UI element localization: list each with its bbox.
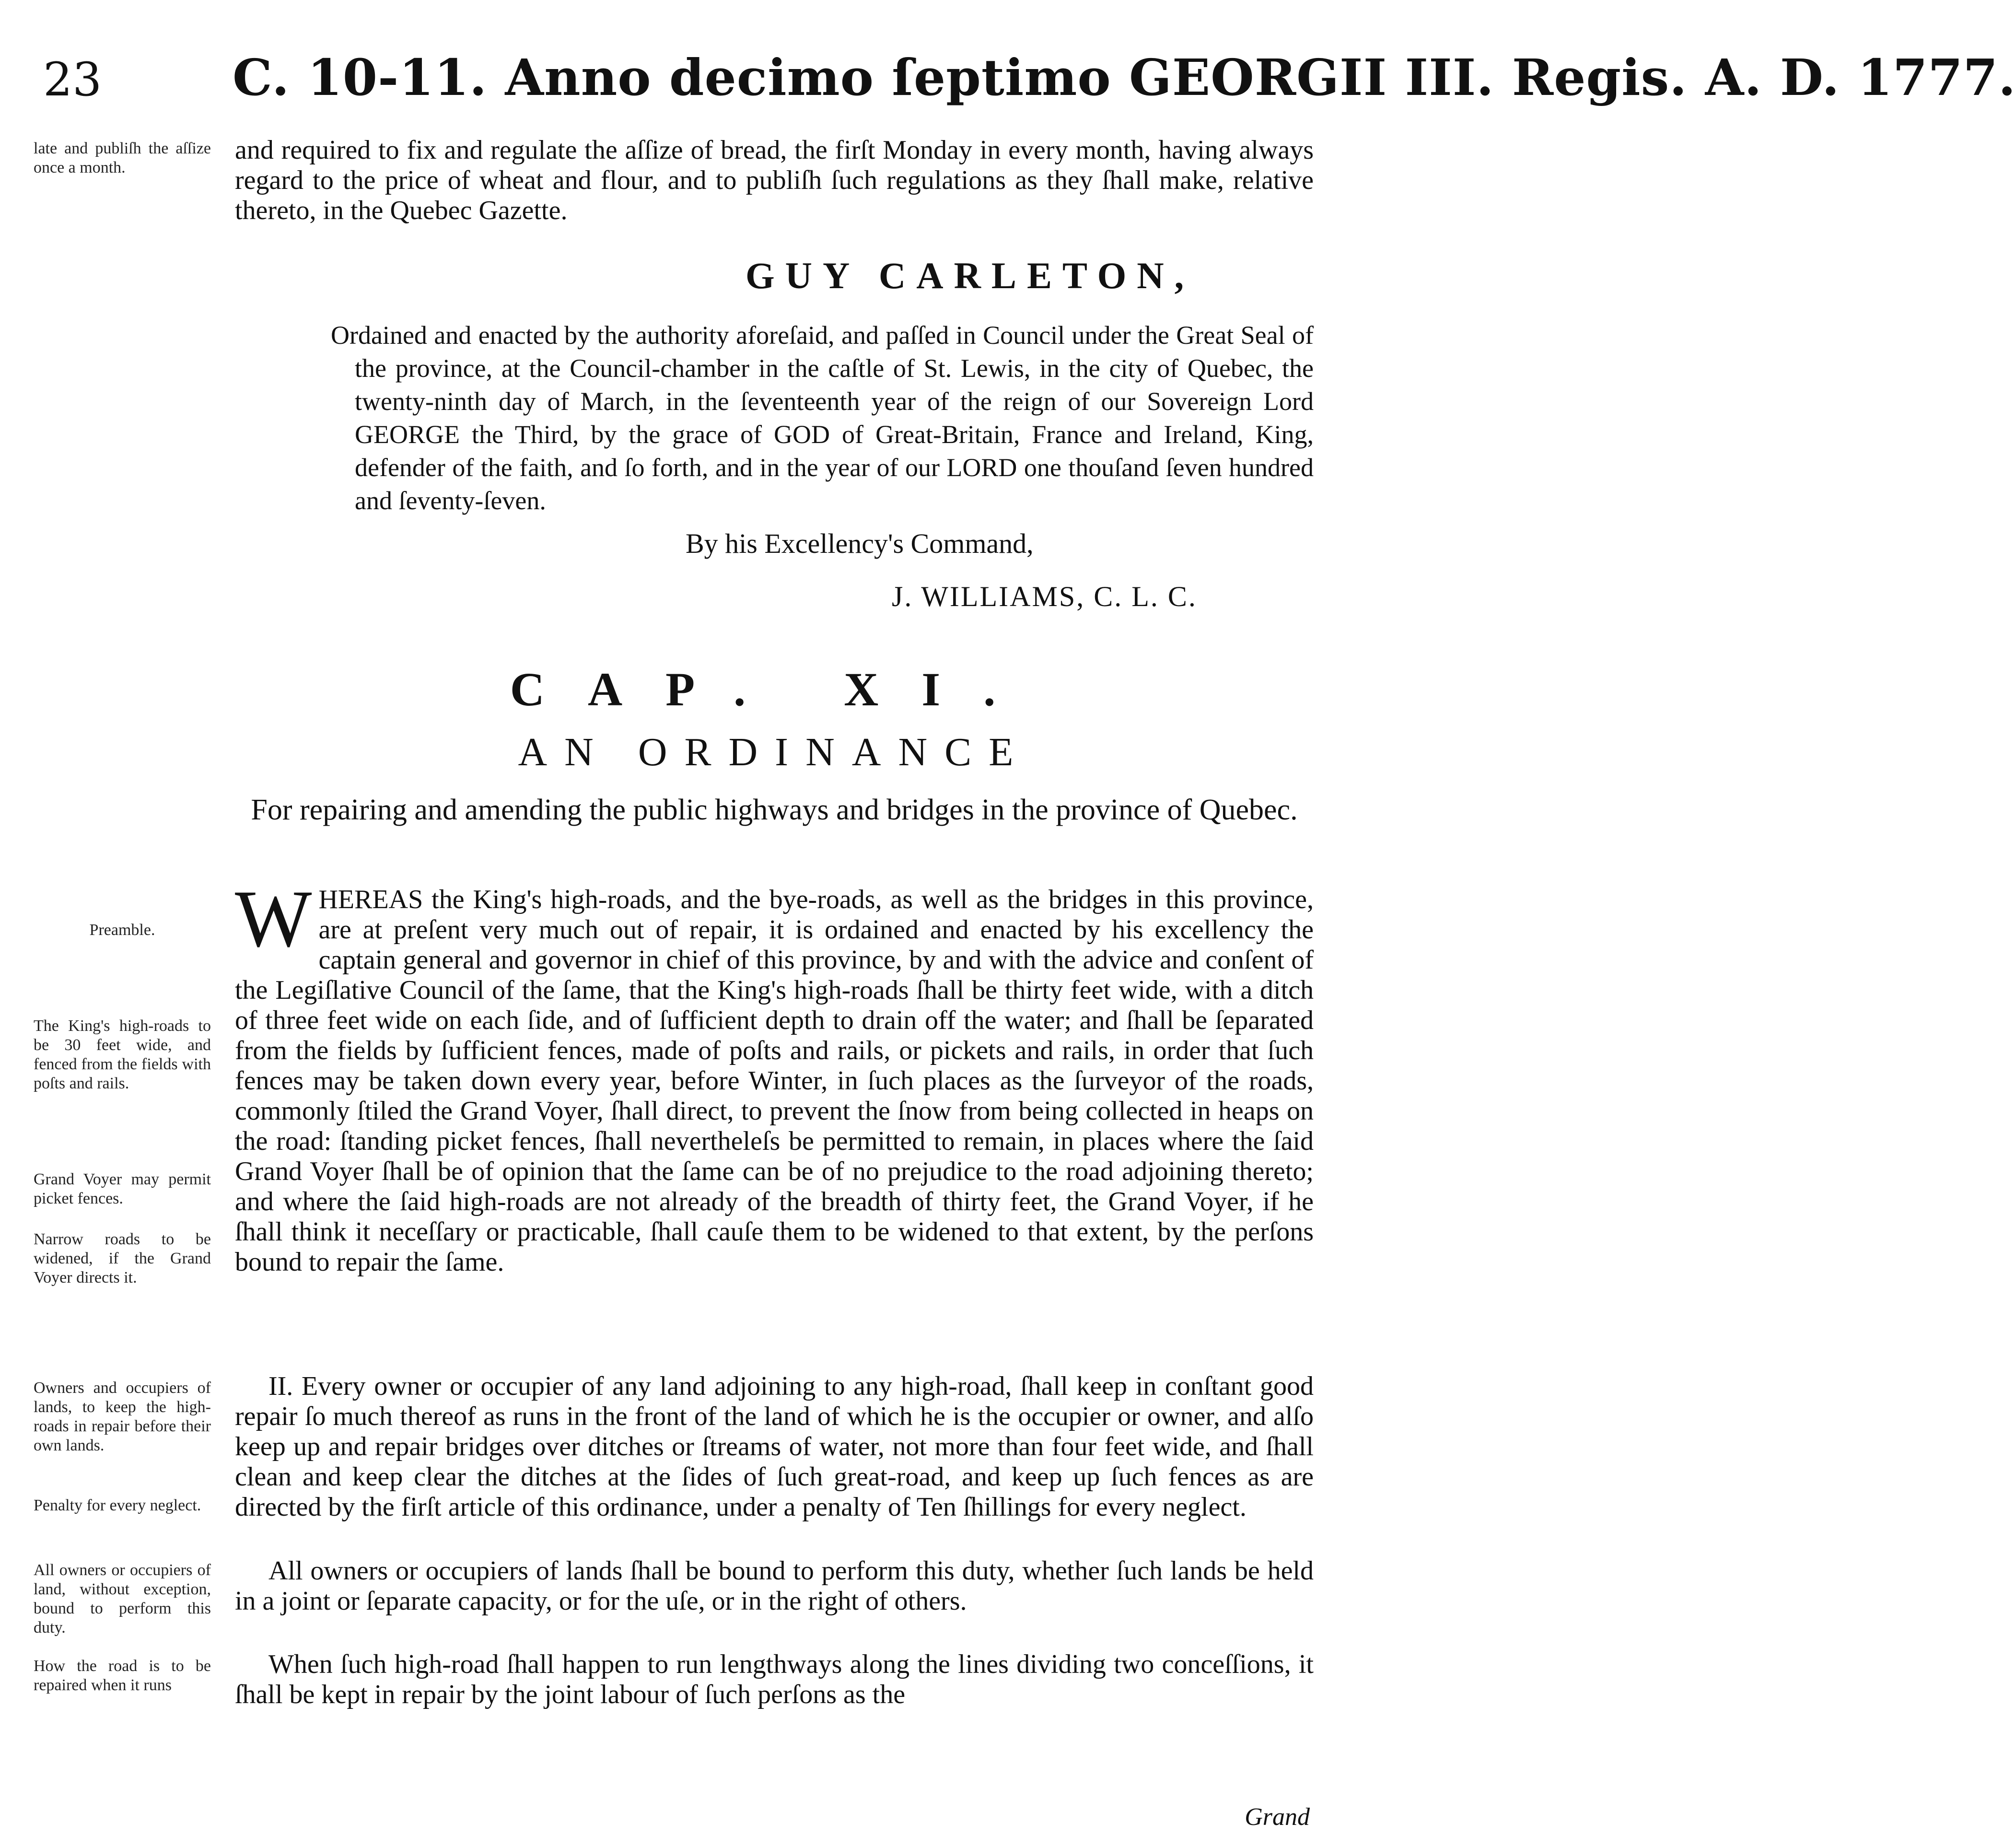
opening-paragraph: and required to fix and regulate the aſſize of bread, the firſt Monday in every month, having always regard to the price of wheat and flour, and to publiſh ſuch regulations as they ſhall make, relative thereto, in the Quebec Gazette. <box>235 135 1314 225</box>
margin-note-owners: Owners and occupiers of lands, to keep the high-roads in repair before their own lands. <box>34 1379 211 1454</box>
clerk-signature: J. WILLIAMS, C. L. C. <box>892 581 1197 612</box>
preamble-text: HEREAS the King's high-roads, and the bye-roads, as well as the bridges in this province, are at preſent very much out of repair, it is ordained and enacted by his excellency the captain general and governor in chief of this province, by and with the advice and conſent of the Legiſlative Council of the ſame, that the King's high-roads ſhall be thirty feet wide, with a ditch of three feet wide on each ſide, and of ſufficient depth to drain off the water; and ſhall be ſeparated from the fields by ſufficient fences, made of poſts and rails, or pickets and rails, in order that ſuch fences may be taken down every year, before Winter, in ſuch places as the ſurveyor of the roads, commonly ſtiled the Grand Voyer, ſhall direct, to prevent the ſnow from being collected in heaps on the road: ſtanding picket fences, ſhall nevertheleſs be permitted to remain, in places where the ſaid Grand Voyer ſhall be of opinion that the ſame can be of no prejudice to the road adjoining thereto; and where the ſaid high-roads are not already of the breadth of thirty feet, the Grand Voyer, if he ſhall think it neceſſary or practicable, ſhall cauſe them to be widened to that extent, by the perſons bound to repair the ſame. <box>235 885 1314 1277</box>
margin-note-highroads: The King's high-roads to be 30 feet wide, and fenced from the fields with poſts and rails. <box>34 1017 211 1092</box>
margin-note-grand-voyer: Grand Voyer may permit picket fences. <box>34 1170 211 1207</box>
margin-note-preamble: Preamble. <box>89 921 155 939</box>
all-owners-paragraph: All owners or occupiers of lands ſhall be bound to perform this duty, whether ſuch lands be held in a joint or ſeparate capacity, or for the uſe, or in the right of others. <box>235 1556 1314 1616</box>
section-ii-paragraph: II. Every owner or occupier of any land adjoining to any high-road, ſhall keep in conſtant good repair ſo much thereof as runs in the front of the land of which he is the occupier or owner, and alſo keep up and repair bridges over ditches or ſtreams of water, not more than four feet wide, and ſhall clean and keep clear the ditches at the ſides of ſuch great-road, and keep up ſuch fences as are directed by the firſt article of this ordinance, under a penalty of Ten ſhillings for every neglect. <box>235 1371 1314 1522</box>
enactment-clause <box>331 319 1314 517</box>
enactment-text: Ordained and enacted by the authority aforeſaid, and paſſed in Council under the Great Seal of the province, at the Council-chamber in the caſtle of St. Lewis, in the city of Quebec, the twenty-ninth day of March, in the ſeventeenth year of the reign of our Sovereign Lord GEORGE the Third, by the grace of GOD of Great-Britain, France and Ireland, King, defender of the faith, and ſo forth, and in the year of our LORD one thouſand ſeven hundred and ſeventy-ſeven. <box>331 321 1314 515</box>
margin-note-narrow-roads: Narrow roads to be widened, if the Grand Voyer directs it. <box>34 1230 211 1286</box>
running-head <box>43 48 2016 120</box>
margin-note-penalty: Penalty for every neglect. <box>34 1496 201 1514</box>
preamble-paragraph <box>235 874 1314 1277</box>
ordinance-subtitle: For repairing and amending the public highways and bridges in the province of Quebec. <box>251 794 1298 826</box>
margin-note-all-owners: All owners or occupiers of land, without exception, bound to perform this duty. <box>34 1561 211 1637</box>
governor-signature: GUY CARLETON, <box>746 255 1195 296</box>
running-head-title: C. 10-11. Anno decimo ſeptimo GEORGII III. Regis. A. D. 1777. <box>233 48 2016 107</box>
margin-note-assize: late and publiſh the aſſize once a month. <box>34 140 211 176</box>
drop-cap: W <box>235 874 312 964</box>
catchword: Grand <box>1245 1803 1310 1831</box>
margin-note-how-road: How the road is to be repaired when it runs <box>34 1657 211 1694</box>
lengthways-paragraph: When ſuch high-road ſhall happen to run lengthways along the lines dividing two conceſſions, it ſhall be kept in repair by the joint labour of ſuch perſons as the <box>235 1649 1314 1709</box>
chapter-heading: CAP. XI. <box>510 663 1039 716</box>
page-number: 23 <box>43 53 102 106</box>
ordinance-heading: AN ORDINANCE <box>518 730 1031 774</box>
command-line: By his Excellency's Command, <box>686 528 1034 559</box>
